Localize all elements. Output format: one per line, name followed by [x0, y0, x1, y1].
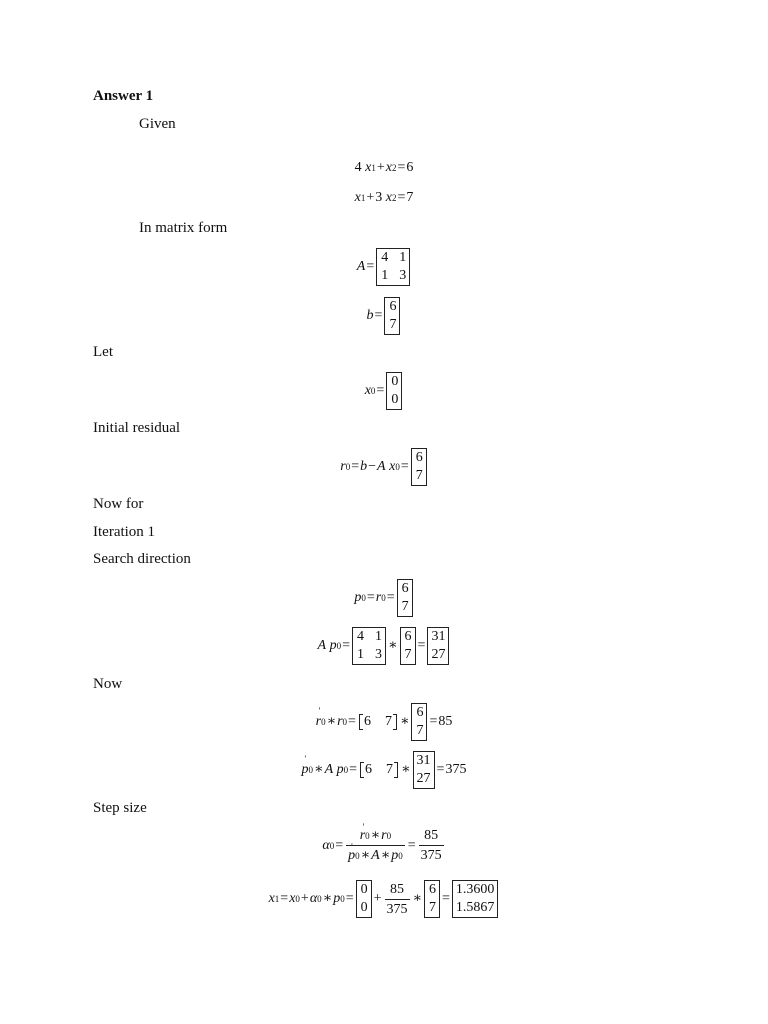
row-vector-r0-transpose: 6 7	[359, 714, 397, 730]
alpha0-fraction: r ' 0 ∗ r 0 p ' 0 ∗ A ∗ p 0	[346, 828, 405, 863]
vector-r0-col: 6 7	[411, 703, 427, 741]
vector-b: 6 7	[384, 297, 400, 335]
initial-residual-label: Initial residual	[93, 420, 181, 436]
given-label: Given	[139, 116, 176, 132]
matrix-a-product: 4 1 1 3	[352, 627, 386, 665]
a-p0-product: A p 0 = 4 1 1 3 ∗ 6 7 = 31 27	[0, 627, 768, 665]
step-size-label: Step size	[93, 800, 147, 816]
equation-2: x 1 + 3 x 2 = 7	[354, 190, 414, 205]
p0-definition: p 0 = r 0 = 6 7	[0, 579, 768, 617]
r0-dot-r0: r ' 0 ∗ r 0 = 6 7 ∗ 6 7 = 85	[0, 703, 768, 741]
iteration-label: Iteration 1	[93, 524, 156, 540]
r0-definition: r 0 = b − A x 0 = 6 7	[0, 448, 768, 486]
matrix-a: 4 1 1 3	[376, 248, 410, 286]
vector-p0-product: 6 7	[400, 627, 416, 665]
now-label: Now	[93, 676, 123, 692]
equation-1: 4 x 1 + x 2 = 6	[354, 160, 414, 175]
matrix-a-definition: A = 4 1 1 3	[0, 248, 768, 286]
matrix-form-label: In matrix form	[139, 220, 228, 236]
vector-p0-update: 6 7	[424, 880, 440, 918]
vector-r0: 6 7	[411, 448, 427, 486]
let-label: Let	[93, 344, 113, 360]
now-for-label: Now for	[93, 496, 144, 512]
alpha0-definition: α 0 = r ' 0 ∗ r 0 p ' 0 ∗ A ∗ p 0 = $\frac{85}{375}$	[0, 828, 768, 863]
vector-x0: 0 0	[386, 372, 402, 410]
vector-a-p0-col: 31 27	[413, 751, 435, 789]
vector-x1-result: 1.3600 1.5867	[452, 880, 499, 918]
p0-a-p0: p ' 0 ∗ A p 0 = 6 7 ∗ 31 27 = 375	[0, 751, 768, 789]
x1-step-fraction: $\frac{85}{375}$	[386, 881, 408, 917]
search-direction-label: Search direction	[93, 551, 191, 567]
vector-a-p0-result: 31 27	[427, 627, 449, 665]
row-vector-p0-transpose: 6 7	[360, 762, 398, 778]
alpha0-value-fraction: $\frac{85}{375}$	[420, 828, 442, 863]
x0-definition: x 0 = 0 0	[0, 372, 768, 410]
answer-heading: Answer 1	[93, 88, 154, 104]
vector-p0: 6 7	[397, 579, 413, 617]
vector-x0-update: 0 0	[356, 880, 372, 918]
vector-b-definition: b = 6 7	[0, 297, 768, 335]
x1-update: x 1 = x 0 + α 0 ∗ p 0 = 0 0 + $\frac{85}{375}$ ∗ 6 7 = 1.3600 1.5867	[0, 880, 768, 918]
